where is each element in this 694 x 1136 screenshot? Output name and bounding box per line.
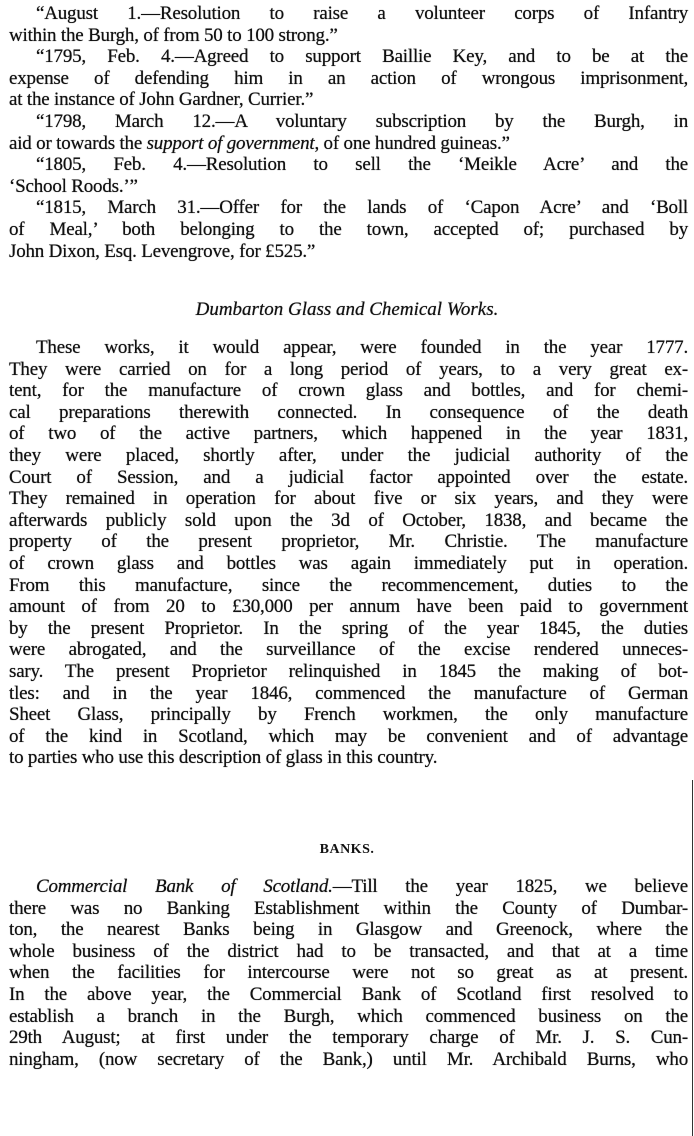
text-line (9, 683, 688, 705)
text-run: amount of from 20 to £30,000 per annum have been paid to government (9, 596, 688, 618)
text-line (9, 133, 688, 155)
text-line (9, 359, 688, 381)
text-run: “1798, March 12.—A voluntary subscription by the Burgh, in (36, 110, 688, 132)
banks-text (9, 876, 688, 1070)
text-run: “1805, Feb. 4.—Resolution to sell the ‘Meikle Acre’ and the (36, 154, 688, 176)
text-line (9, 596, 688, 618)
text-run: sary. The present Proprietor relinquished in 1845 the making of bot- (9, 660, 688, 682)
italic-text-run: support of government (146, 132, 315, 154)
text-run: aid or towards the (9, 132, 147, 154)
text-line (9, 661, 688, 683)
text-line (9, 618, 688, 640)
text-run: of crown glass and bottles was again immediately put in operation. (9, 552, 688, 574)
paragraph (9, 337, 688, 769)
text-line (9, 176, 688, 198)
text-run: property of the present proprietor, Mr. Christie. The manufacture (9, 531, 688, 553)
text-run: there was no Banking Establishment within the County of Dumbar- (9, 897, 688, 919)
text-line (9, 111, 688, 133)
paragraph (9, 111, 688, 154)
paragraph (9, 3, 688, 46)
text-line (9, 25, 688, 47)
text-line (9, 219, 688, 241)
paragraph (9, 154, 688, 197)
text-run: From this manufacture, since the recommencement, duties to the (9, 574, 688, 596)
text-run: Sheet Glass, principally by French workmen, the only manufacture (9, 704, 688, 726)
text-line (9, 68, 688, 90)
section-heading-banks: BANKS. (319, 842, 375, 857)
text-line (9, 531, 688, 553)
text-line (9, 962, 688, 984)
text-run: at the instance of John Gardner, Currier.” (9, 89, 314, 111)
paragraph (9, 876, 688, 1070)
text-run: ‘School Roods.’” (9, 175, 138, 197)
paragraph (9, 197, 688, 262)
text-run: tent, for the manufacture of crown glass and bottles, and for chemi- (9, 380, 688, 402)
text-run: , of one hundred guineas.” (314, 132, 510, 154)
text-line (9, 337, 688, 359)
text-run: to parties who use this description of glass in this country. (9, 747, 438, 769)
text-run: of the kind in Scotland, which may be convenient and of advantage (9, 725, 688, 747)
text-run: “August 1.—Resolution to raise a volunteer corps of Infantry (36, 3, 688, 24)
page-edge-line (692, 780, 693, 1136)
text-run: They remained in operation for about five or six years, and they were (9, 488, 688, 510)
text-run: they were placed, shortly after, under the judicial authority of the (9, 444, 688, 466)
text-run: cal preparations therewith connected. In consequence of the death (9, 401, 688, 423)
text-line (9, 941, 688, 963)
text-run: were abrogated, and the surveillance of the excise rendered unneces- (9, 639, 688, 661)
text-line (9, 984, 688, 1006)
text-run: Court of Session, and a judicial factor appointed over the estate. (9, 466, 688, 488)
text-line (9, 380, 688, 402)
text-line (9, 154, 688, 176)
text-run: “1795, Feb. 4.—Agreed to support Baillie Key, and to be at the (36, 46, 688, 68)
text-line (9, 1006, 688, 1028)
text-run: 29th August; at first under the temporary charge of Mr. J. S. Cun- (9, 1027, 688, 1049)
text-line (9, 919, 688, 941)
text-line (9, 488, 688, 510)
text-run: establish a branch in the Burgh, which commenced business on the (9, 1005, 688, 1027)
text-run: by the present Proprietor. In the spring of the year 1845, the duties (9, 617, 688, 639)
paragraph (9, 46, 688, 111)
text-line (9, 575, 688, 597)
text-line (9, 402, 688, 424)
glass-works-text (9, 337, 688, 769)
italic-text-run: Commercial Bank of Scotland. (36, 876, 333, 897)
text-run: of Meal,’ both belonging to the town, accepted of; purchased by (9, 218, 688, 240)
text-line (9, 197, 688, 219)
text-run: afterwards publicly sold upon the 3d of October, 1838, and became the (9, 509, 688, 531)
text-line (9, 3, 688, 25)
text-run: of two of the active partners, which happened in the year 1831, (9, 423, 688, 445)
text-run: ton, the nearest Banks being in Glasgow and Greenock, where the (9, 919, 688, 941)
text-line (9, 876, 688, 898)
text-run: John Dixon, Esq. Levengrove, for £525.” (9, 240, 316, 262)
text-run: In the above year, the Commercial Bank of Scotland first resolved to (9, 983, 688, 1005)
text-line (9, 704, 688, 726)
text-run: —Till the year 1825, we believe (332, 876, 688, 897)
text-run: They were carried on for a long period of years, to a very great ex- (9, 358, 688, 380)
text-line (9, 423, 688, 445)
text-run: within the Burgh, of from 50 to 100 strong.” (9, 24, 338, 46)
text-run: These works, it would appear, were founded in the year 1777. (36, 337, 688, 358)
text-line (9, 445, 688, 467)
text-line (9, 241, 688, 263)
text-run: “1815, March 31.—Offer for the lands of ‘Capon Acre’ and ‘Boll (36, 197, 688, 219)
text-line (9, 747, 688, 769)
text-line (9, 898, 688, 920)
text-line (9, 89, 688, 111)
text-line (9, 553, 688, 575)
text-run: whole business of the district had to be transacted, and that at a time (9, 940, 688, 962)
text-line (9, 639, 688, 661)
text-run: expense of defending him in an action of wrongous imprisonment, (9, 67, 688, 89)
text-run: tles: and in the year 1846, commenced the manufacture of German (9, 682, 688, 704)
burgh-records (9, 3, 688, 262)
text-line (9, 1027, 688, 1049)
text-line (9, 726, 688, 748)
text-line (9, 1049, 688, 1071)
text-line (9, 46, 688, 68)
text-run: when the facilities for intercourse were not so great as at present. (9, 962, 688, 984)
section-heading-glass-works: Dumbarton Glass and Chemical Works. (195, 299, 499, 320)
text-line (9, 467, 688, 489)
text-line (9, 510, 688, 532)
text-run: ningham, (now secretary of the Bank,) until Mr. Archibald Burns, who (9, 1048, 688, 1070)
